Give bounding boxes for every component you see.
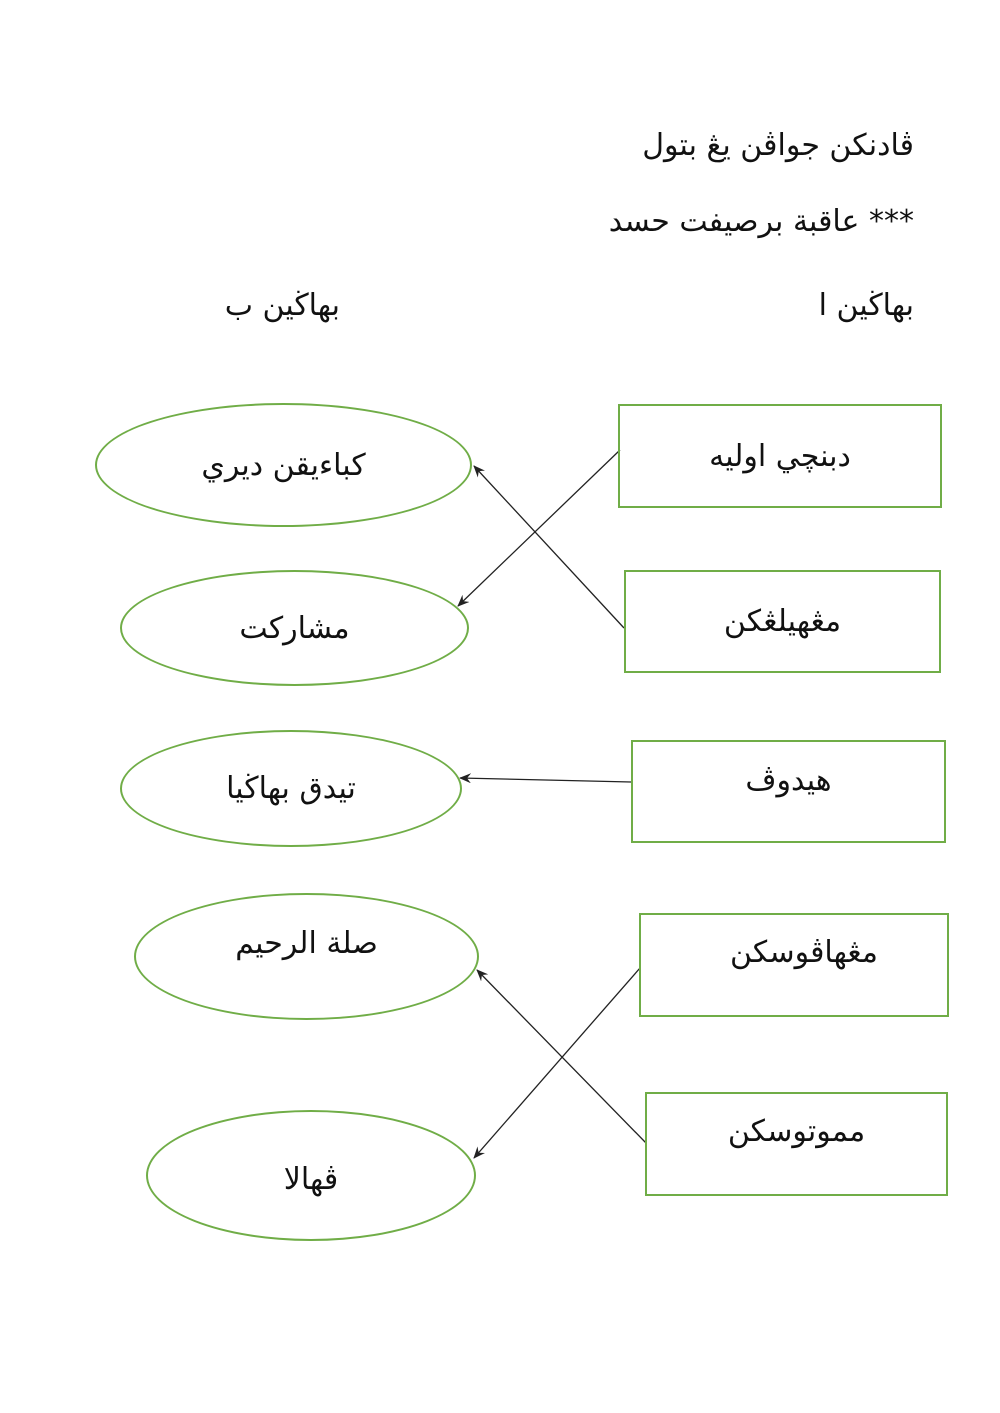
part-b-oval-1	[95, 403, 472, 527]
instruction-text: *** عاقبة برصيفت حسد	[608, 204, 914, 239]
part-a-box-1	[618, 404, 942, 508]
part-a-box-4	[639, 913, 949, 1017]
part-a-text: مڠهاڤوسكن	[730, 934, 878, 970]
part-b-text: ڤهالا	[283, 1162, 339, 1197]
part-b-oval-3	[120, 730, 462, 847]
column-b-label: بهاڬين ب	[224, 288, 340, 323]
arrow-1	[458, 450, 620, 606]
column-a-label: بهاڬين ا	[818, 288, 914, 323]
part-b-oval-5	[146, 1110, 476, 1241]
part-b-text: صلة الرحيم	[235, 926, 378, 961]
arrow-5	[477, 970, 646, 1143]
arrow-3	[460, 778, 631, 782]
part-a-text: مموتوسكن	[727, 1113, 866, 1149]
part-a-text: مڠهيلڠكن	[723, 604, 842, 639]
part-b-text: كباءيقن ديري	[201, 447, 366, 483]
part-a-box-2	[624, 570, 941, 673]
arrow-4	[474, 968, 640, 1158]
part-b-text: مشاركت	[239, 610, 350, 646]
part-b-oval-2	[120, 570, 469, 686]
arrow-2	[474, 466, 624, 628]
part-a-text: دبنچي اوليه	[709, 438, 851, 474]
page-title: ڤادنكن جواڤن يڠ بتول	[642, 128, 914, 163]
part-b-oval-4	[134, 893, 479, 1020]
part-a-box-5	[645, 1092, 948, 1196]
part-a-text: هيدوڤ	[745, 763, 832, 798]
part-b-text: تيدق بهاڬيا	[226, 771, 356, 806]
part-a-box-3	[631, 740, 946, 843]
